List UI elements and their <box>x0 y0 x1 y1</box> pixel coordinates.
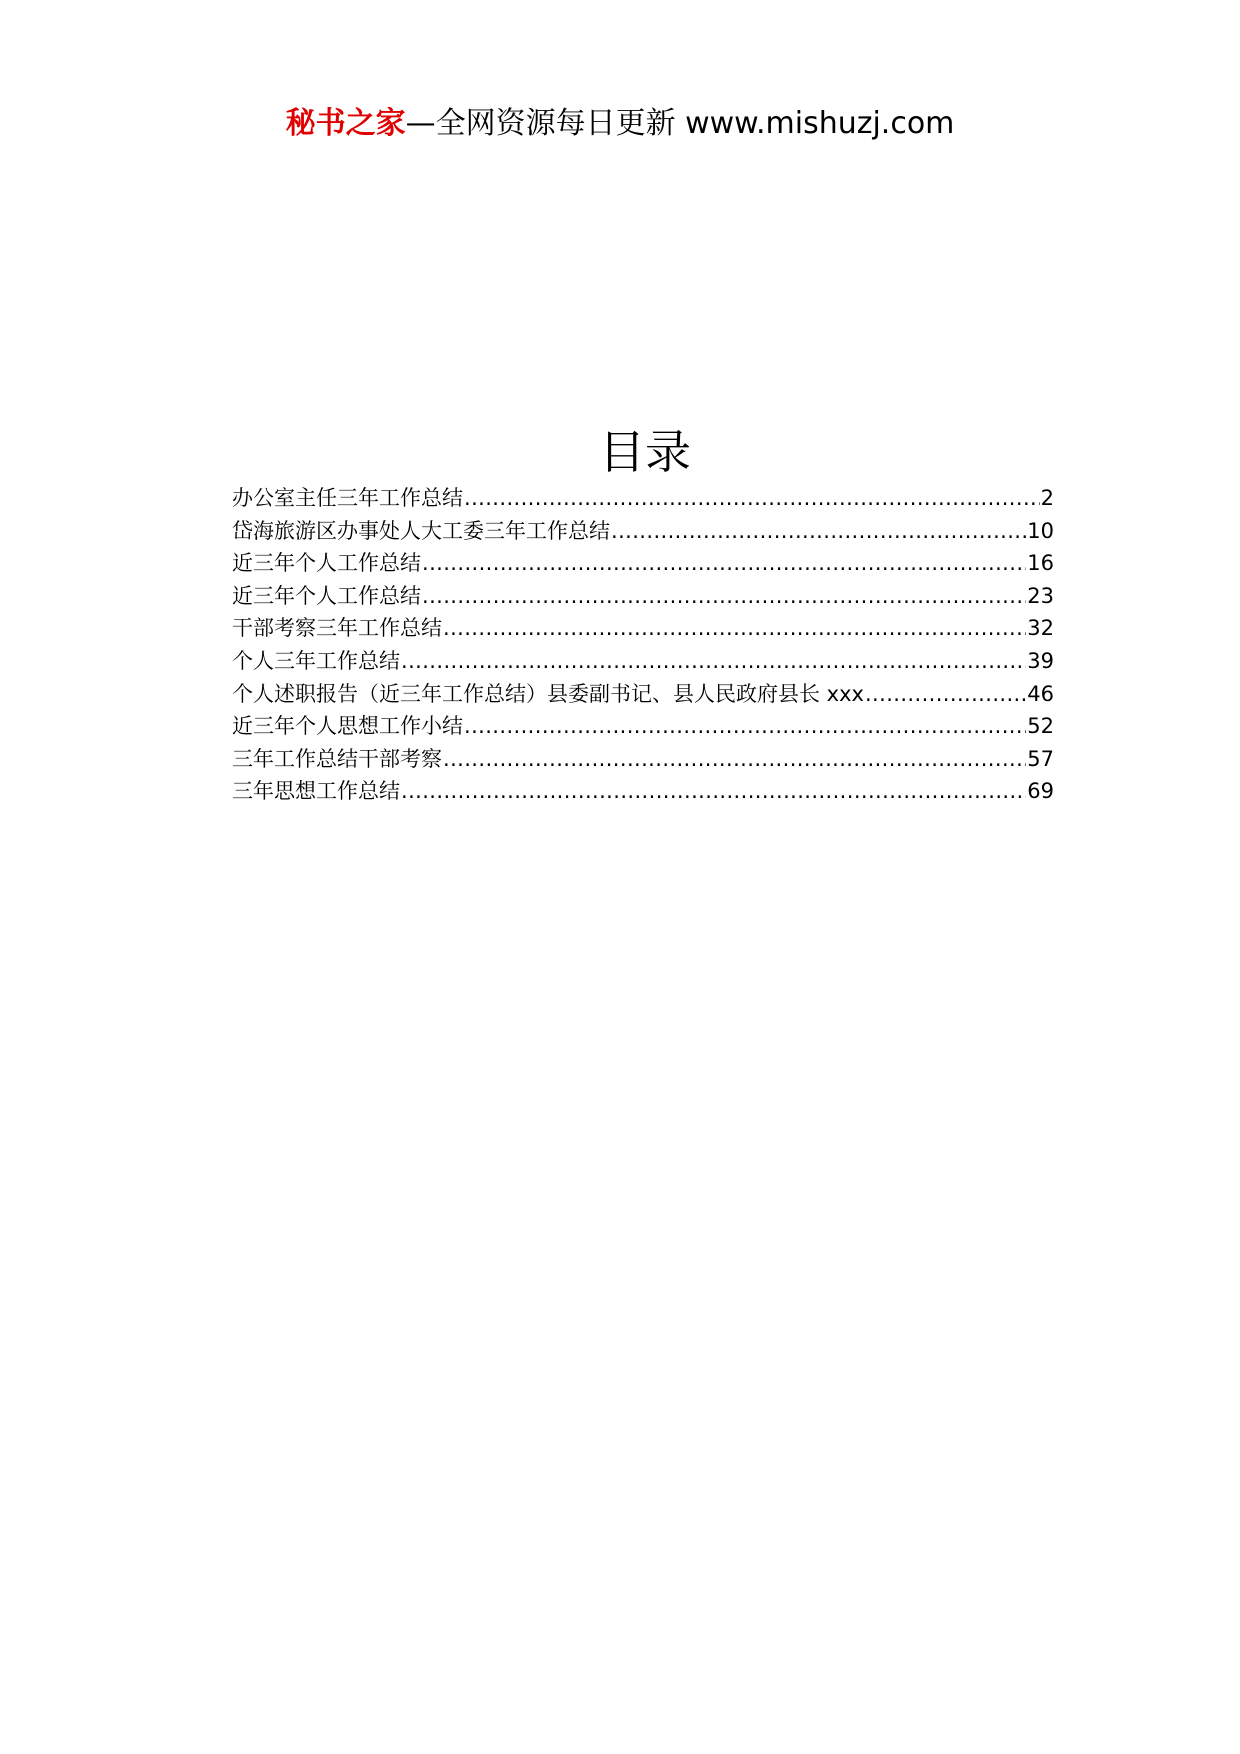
toc-entry[interactable] <box>232 482 1054 515</box>
toc-leader-dots <box>422 580 1026 613</box>
toc-entry[interactable] <box>232 580 1054 613</box>
toc-entry-page: 10 <box>1027 518 1054 543</box>
toc-entry-title: 近三年个人工作总结 <box>232 551 421 576</box>
toc-entry-title: 岱海旅游区办事处人大工委三年工作总结 <box>232 518 610 543</box>
toc-entry-title: 三年思想工作总结 <box>232 779 400 804</box>
toc-entry-page: 39 <box>1027 648 1054 673</box>
toc-entry-title: 个人述职报告（近三年工作总结）县委副书记、县人民政府县长 xxx <box>232 681 864 706</box>
site-tagline: —全网资源每日更新 www.mishuzj.com <box>405 106 955 141</box>
toc-title: 目录 <box>599 425 691 479</box>
toc-entry-page: 2 <box>1040 486 1054 510</box>
toc-entry-page: 23 <box>1027 583 1054 608</box>
toc-entry-page: 32 <box>1027 616 1054 641</box>
toc-entry-title: 近三年个人思想工作小结 <box>232 714 463 739</box>
toc-entry[interactable] <box>232 645 1054 678</box>
toc-entry-title: 干部考察三年工作总结 <box>232 616 442 641</box>
toc-leader-dots <box>422 547 1026 580</box>
toc-entry[interactable] <box>232 515 1054 548</box>
toc-leader-dots <box>464 710 1026 743</box>
toc-leader-dots <box>401 775 1026 808</box>
table-of-contents <box>232 482 1054 808</box>
toc-entry-title: 办公室主任三年工作总结 <box>232 486 463 510</box>
toc-leader-dots <box>611 515 1026 548</box>
toc-entry[interactable] <box>232 710 1054 743</box>
toc-entry-title: 三年工作总结干部考察 <box>232 746 442 771</box>
toc-entry-page: 16 <box>1027 551 1054 576</box>
toc-entry[interactable] <box>232 743 1054 776</box>
toc-leader-dots <box>865 678 1026 711</box>
toc-entry[interactable] <box>232 547 1054 580</box>
site-brand: 秘书之家 <box>285 106 406 141</box>
toc-leader-dots <box>443 612 1026 645</box>
toc-entry[interactable] <box>232 678 1054 711</box>
toc-leader-dots <box>401 645 1026 678</box>
toc-entry-page: 46 <box>1027 681 1054 706</box>
toc-entry-title: 个人三年工作总结 <box>232 648 400 673</box>
toc-entry-page: 52 <box>1027 714 1054 739</box>
toc-entry-title: 近三年个人工作总结 <box>232 583 421 608</box>
toc-entry[interactable] <box>232 775 1054 808</box>
site-header <box>0 100 1240 148</box>
toc-leader-dots <box>464 482 1040 515</box>
toc-leader-dots <box>443 743 1026 776</box>
toc-entry-page: 57 <box>1027 746 1054 771</box>
toc-entry-page: 69 <box>1027 779 1054 804</box>
toc-entry[interactable] <box>232 612 1054 645</box>
